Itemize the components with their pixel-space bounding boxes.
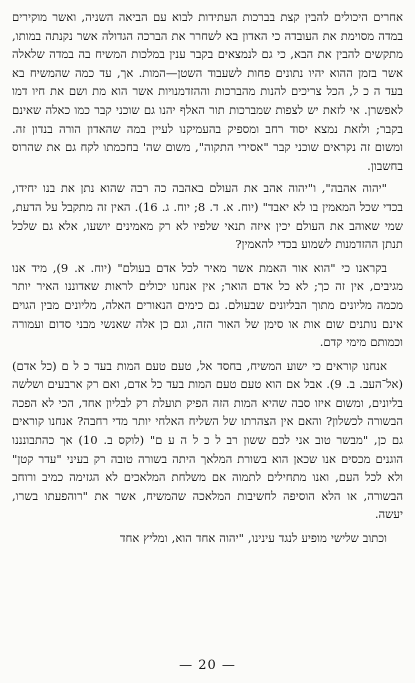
paragraph-4: אנחנו קוראים כי ישוע המשיח, בחסד אל, טעם טעם המות בעד כ ל ם (כל אדם) (אל־העב. ב. 9). אבל אם הוא טעם טעם המות בעד כל אדם, ואם רק ארבעים ושלשה בליונים, ומשום איזו סבה שהיא המות הזה הפיק תועלת רק לבליון אחד, הכי לא הפכה הבשורה לכשלון? והאם אין הצהרתו של השליח האלחי יותר מדי רחבה? אנחנו קוראים גם כן, "מבשר טוב אני לכם ששון רב ל כ ל ה ע ם" (לוקס ב. 10) אך כהתבונננו הוגנים מכסים אנו שכאן הוא בשורת המלאך היתה בשורה טובה רק בעיני "עדר קטן" ולא לכל העם, ואנו מתחילים לתמוה אם משלחת המלאכים לא הגזימה כמיב ורוחב הבשורה, או הלא הוסיפה לחשיבות המלאכה שהמשיח, אשר את "רוהפעתו בשרו, יעשה. xyxy=(12,358,403,522)
document-page xyxy=(12,8,403,683)
body-text xyxy=(12,8,403,548)
paragraph-2: "יהוה אהבה", ו"יהוה אהב את העולם באהבה כה רבה שהוא נתן את בנו יחידו, בכדי שכל המאמין בו לא יאבד" (יוח. א. ד. 8; יוח. ג. 16). האין זה מתקבל על הדעת, שמי שאוהב את העולם יכין איזה תנאי שלפיו לא רק מאמינים יושעו, אלא גם שלכל תנתן ההזדמנות לשמוע בכדי להאמין? xyxy=(12,181,403,252)
paragraph-5: וכתוב שלישי מופיע לנגד עינינו, "יהוה אחד הוא, ומליץ אחד xyxy=(119,531,387,546)
page-number: — 20 — xyxy=(179,658,236,673)
paragraph-1: אחרים היכולים להבין קצת בברכות העתידות לבוא עם הביאה השניה, ואשר מוקירים במדה מסוימת את העובדה כי האדון בא לשחרר את הברכה הגדולה אשר נקנתה במותו, מתקשים להבין את הבא, כי גם לנמצאים בקבר ענין במלכות המשיח בה במדה שלאלה אשר בזמן ההוא יהיו נתונים פחות לשעבוד השטן—המות. אך, עד כמה שהמשיח בא בעד ה כ ל, הכל צריכים להנות מהברכות וההזדמנויות אשר הוא מת ושם את חיו דמו לאפשרן. אי לזאת יש לצפות שמברכות תור האלף יהנו גם שוכני קבר כמו כאלה שאינם בקבר; ולזאת נמצא יסוד רחב ומספיק בהעמיקנו לעיין במה שהאדון הורה בנדון זה. ומשום זה נקראים שוכני קבר "אסירי התקוה", משום שה' בחכמתו לקח גם את שהרוס בחשבון. xyxy=(12,10,403,173)
paragraph-3: בקראנו כי "הוא אור האמת אשר מאיר לכל אדם בעולם" (יוח. א. 9), מיד אנו מגיבים, אין זה כך; לא כל אדם הואר; אין אנחנו יכולים לראות שאדוננו האיר יותר מכמה מליונים מתוך הבליונים שבעולם. גם כימים הנאורים האלה, מליונים מבין הגוים אינם נותנים שום אות או סימן של האור הזה, וגם כן אלה שאנשי מבני סדום ועמורה וכמותם מימי קדם. xyxy=(12,260,403,350)
